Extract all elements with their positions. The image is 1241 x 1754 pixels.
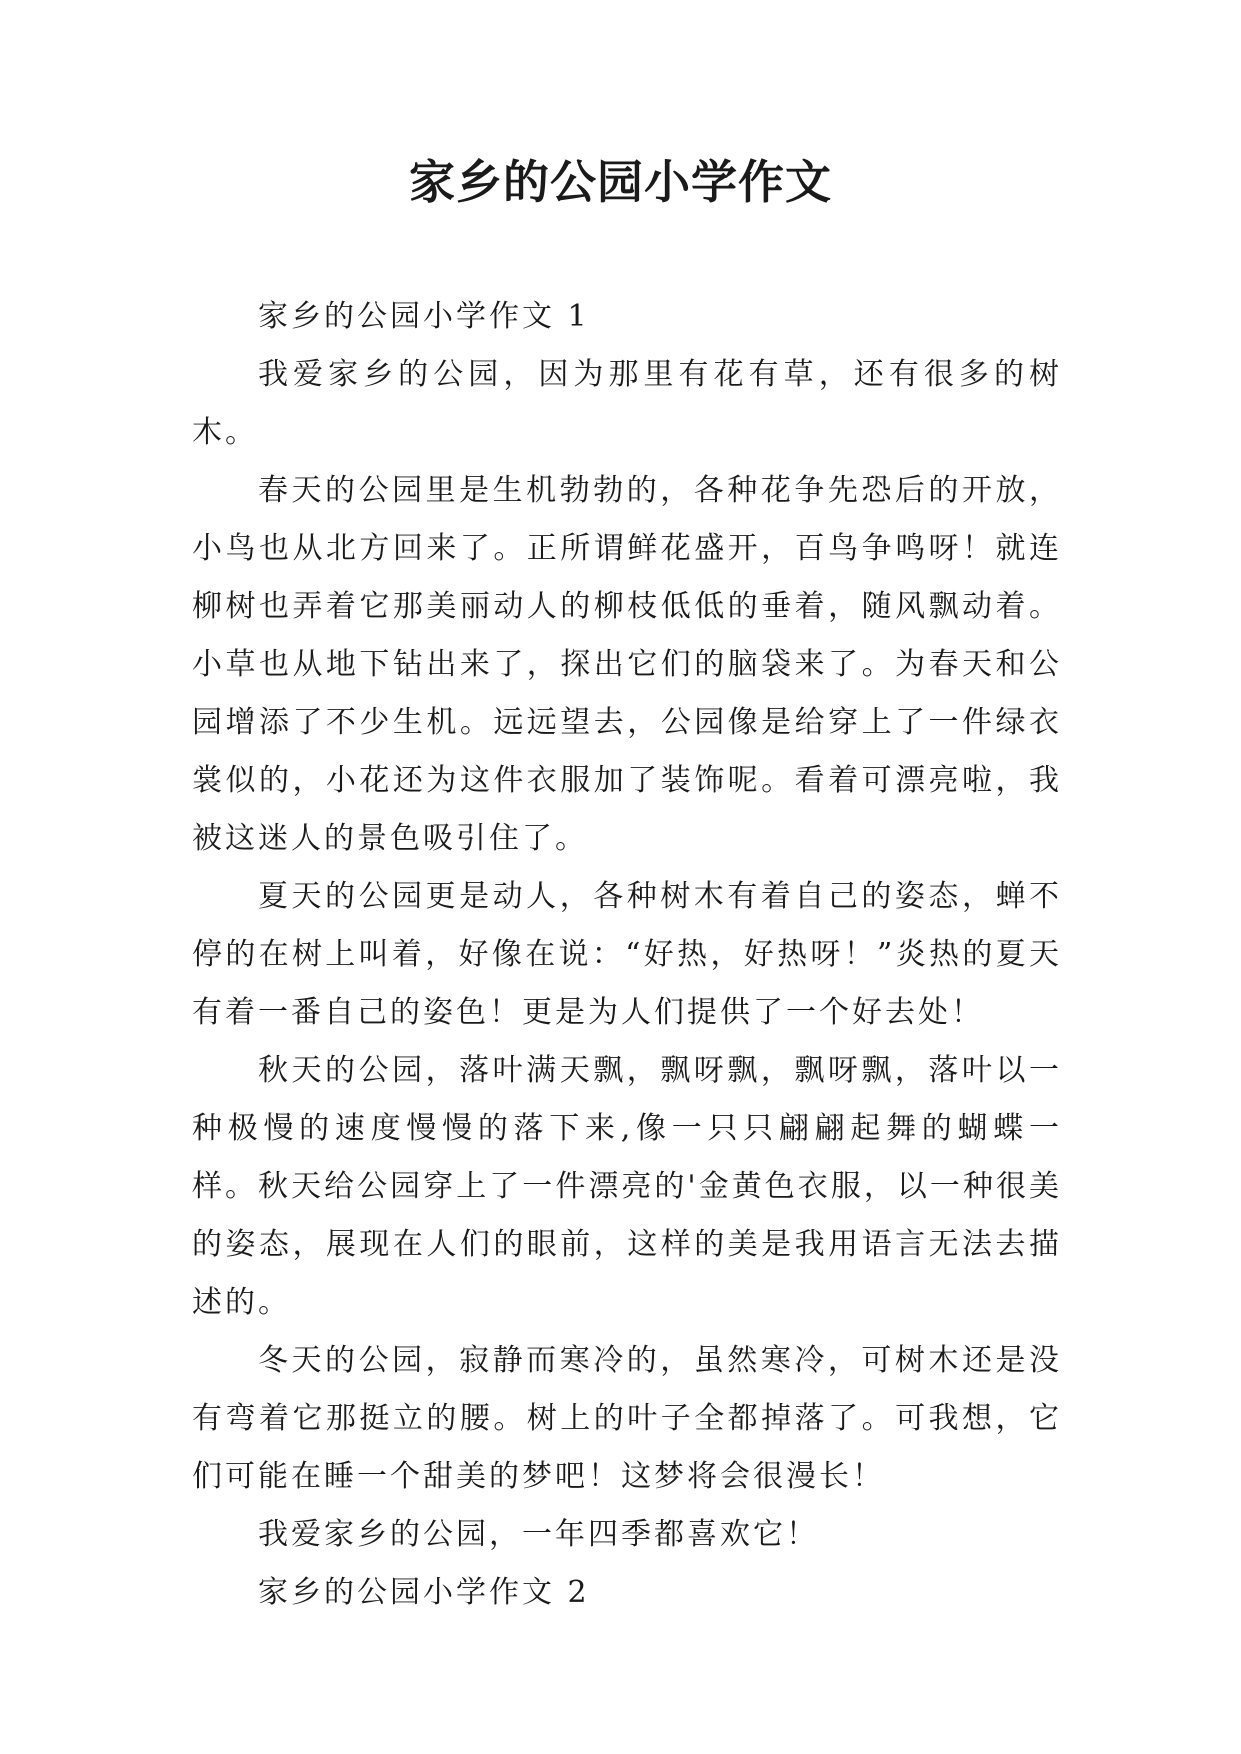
paragraph-spring: 春天的公园里是生机勃勃的，各种花争先恐后的开放，小鸟也从北方回来了。正所谓鲜花盛开，百鸟争鸣呀！就连柳树也弄着它那美丽动人的柳枝低低的垂着，随风飘动着。小草也从地下钻出来了，探出它们的脑袋来了。为春天和公园增添了不少生机。远远望去，公园像是给穿上了一件绿衣裳似的，小花还为这件衣服加了装饰呢。看着可漂亮啦，我被这迷人的景色吸引住了。	[192, 473, 1062, 856]
document-title: 家乡的公园小学作文	[409, 155, 832, 209]
paragraph-intro: 我爱家乡的公园，因为那里有花有草，还有很多的树木。	[192, 357, 1062, 450]
paragraph-autumn: 秋天的公园，落叶满天飘，飘呀飘，飘呀飘，落叶以一种极慢的速度慢慢的落下来,像一只只翩翩起舞的蝴蝶一样。秋天给公园穿上了一件漂亮的'金黄色衣服，以一种很美的姿态，展现在人们的眼前，这样的美是我用语言无法去描述的。	[192, 1053, 1062, 1320]
document-body	[192, 288, 1062, 1622]
paragraph-summer: 夏天的公园更是动人，各种树木有着自己的姿态，蝉不停的在树上叫着，好像在说：“好热，好热呀！”炎热的夏天有着一番自己的姿色！更是为人们提供了一个好去处！	[192, 879, 1062, 1030]
section-heading-1: 家乡的公园小学作文 1	[258, 299, 590, 334]
paragraph-conclusion: 我爱家乡的公园，一年四季都喜欢它！	[258, 1517, 819, 1552]
section-heading-2: 家乡的公园小学作文 2	[258, 1575, 590, 1610]
paragraph-winter: 冬天的公园，寂静而寒冷的，虽然寒冷，可树木还是没有弯着它那挺立的腰。树上的叶子全都掉落了。可我想，它们可能在睡一个甜美的梦吧！这梦将会很漫长！	[192, 1343, 1062, 1494]
